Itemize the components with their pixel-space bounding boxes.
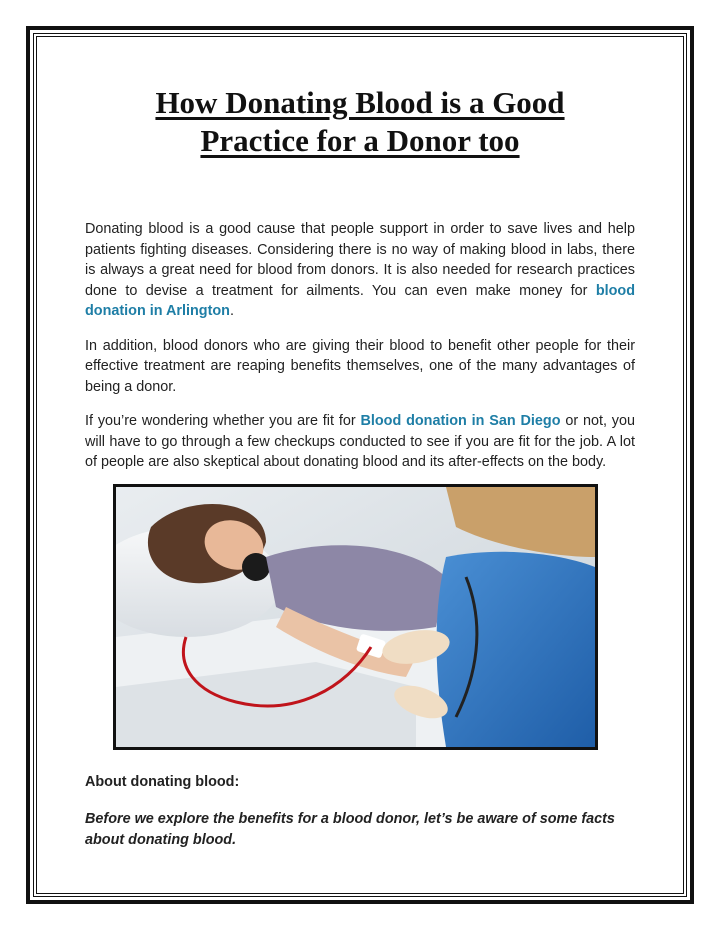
- blood-donation-photo: [113, 484, 598, 750]
- paragraph-3-rest: or not, you will have to go through a few checkups conducted to see if you are fit for the job. A lot of people are also skeptical about donating blood and its after-effects on the body.: [85, 413, 636, 470]
- link-blood-donation-arlington[interactable]: blood donation in Arlington: [85, 282, 635, 319]
- paragraph-1: [85, 219, 635, 322]
- paragraph-1-end: .: [229, 303, 234, 319]
- paragraph-2: In addition, blood donors who are giving their blood to benefit other people for their effective treatment are reaping benefits themselves, one of the many advantages of being a donor.: [85, 337, 635, 395]
- paragraph-1-text: Donating blood is a good cause that people support in order to save lives and help patients fighting diseases. Considering there is no way of making blood in labs, there is always a great need for blood from donors. It is also needed for research practices done to devise a treatment for ailments. You can even make money for: [85, 221, 635, 299]
- title-line-1: How Donating Blood is a Good: [155, 85, 565, 120]
- section-intro: Before we explore the benefits for a blood donor, let’s be aware of some facts about donating blood.: [85, 811, 615, 848]
- paragraph-3: [85, 411, 635, 473]
- page-title: [85, 84, 635, 160]
- link-blood-donation-san-diego[interactable]: Blood donation in San Diego: [360, 413, 561, 429]
- title-line-2: Practice for a Donor too: [200, 123, 520, 158]
- paragraph-3-start: If you’re wondering whether you are fit for: [85, 413, 361, 429]
- blood-donation-illustration: [116, 487, 595, 747]
- section-heading: About donating blood:: [85, 774, 240, 790]
- document-body: [85, 84, 635, 473]
